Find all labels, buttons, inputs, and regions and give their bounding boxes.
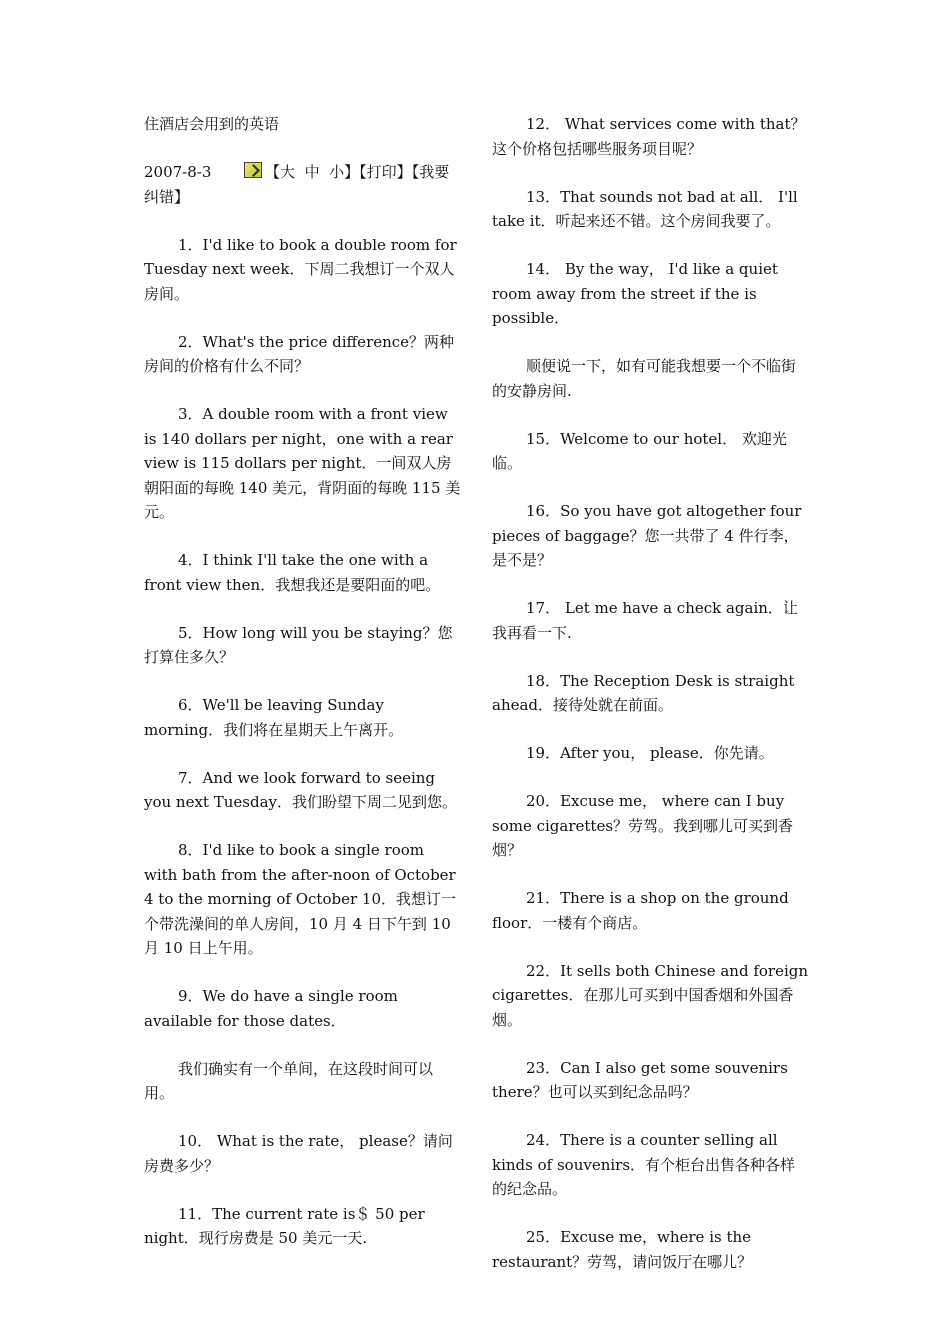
phrase-paragraph: 我们确实有一个单间，在这段时间可以用。 (144, 1059, 434, 1102)
phrase-paragraph: 顺便说一下，如有可能我想要一个不临街的安静房间. (492, 357, 797, 400)
phrase-paragraph: 4．I think I'll take the one with a front view then．我想我还是要阳面的吧。 (144, 551, 441, 594)
font-size-bracket-open: 【 (265, 163, 281, 181)
font-size-small-link[interactable]: 小 (329, 163, 345, 181)
phrase-paragraph: 20．Excuse me， where can I buy some cigarettes？劳驾。我到哪儿可买到香烟？ (492, 792, 794, 859)
article-date: 2007-8-3 (144, 163, 212, 181)
phrase-paragraph: 22．It sells both Chinese and foreign cigarettes．在那儿可买到中国香烟和外国香烟。 (492, 961, 809, 1029)
arrow-icon (244, 162, 262, 178)
font-size-medium-link[interactable]: 中 (304, 163, 320, 181)
phrase-paragraph: 23．Can I also get some souvenirs there？也可以买到纪念品吗？ (492, 1058, 788, 1101)
phrase-paragraph: 9．We do have a single room available for those dates． (144, 987, 398, 1030)
phrase-paragraph: 10． What is the rate， please？请问房费多少？ (144, 1132, 453, 1175)
phrase-paragraph: 13．That sounds not bad at all． I'll take it．听起来还不错。这个房间我要了。 (492, 187, 798, 230)
article-title: 住酒店会用到的英语 (144, 115, 280, 133)
article-meta (144, 160, 462, 209)
phrase-paragraph: 6．We'll be leaving Sunday morning．我们将在星期天上午离开。 (144, 696, 404, 739)
font-size-bracket-close: 】 (344, 163, 360, 181)
phrase-paragraph: 8．I'd like to book a single room with bath from the after-noon of October 4 to the morning of October 10．我想订一个带洗澡间的单人房间，10 月 4 日下午到 10 月 10 日上午用。 (144, 841, 456, 957)
right-column (492, 112, 810, 1298)
font-size-large-link[interactable]: 大 (280, 163, 296, 181)
phrase-paragraph: 3．A double room with a front view is 140 dollars per night，one with a rear view is 115 dollars per night．一间双人房朝阳面的每晚 140 美元，背阴面的每晚 115 美元。 (144, 405, 461, 521)
phrase-paragraph: 18．The Reception Desk is straight ahead．接待处就在前面。 (492, 671, 795, 714)
phrase-paragraph: 7．And we look forward to seeing you next Tuesday．我们盼望下周二见到您。 (144, 768, 457, 811)
phrase-paragraph: 21．There is a shop on the ground floor．一楼有个商店。 (492, 889, 789, 932)
phrase-paragraph: 1．I'd like to book a double room for Tuesday next week．下周二我想订一个双人房间。 (144, 235, 457, 303)
report-error-link[interactable]: 【我要纠错】 (144, 163, 450, 206)
phrase-paragraph: 11．The current rate is＄ 50 per night．现行房费是 50 美元一天. (144, 1204, 425, 1247)
phrase-paragraph: 14． By the way， I'd like a quiet room away from the street if the is possible． (492, 260, 778, 327)
phrase-paragraph: 19．After you， please．你先请。 (526, 744, 774, 762)
phrase-paragraph: 12． What services come with that？这个价格包括哪些服务项目呢？ (492, 115, 806, 158)
phrase-paragraph: 17． Let me have a check again．让我再看一下. (492, 599, 798, 642)
left-column (144, 112, 462, 1274)
phrase-paragraph: 2．What's the price difference？两种房间的价格有什么不同？ (144, 332, 455, 375)
phrase-paragraph: 25．Excuse me，where is the restaurant？劳驾，请问饭厅在哪儿？ (492, 1228, 753, 1271)
phrase-paragraph: 5．How long will you be staying？您打算住多久？ (144, 623, 453, 666)
phrase-paragraph: 24．There is a counter selling all kinds of souvenirs．有个柜台出售各种各样的纪念品。 (492, 1131, 796, 1198)
print-link[interactable]: 【打印】 (359, 163, 412, 181)
phrase-paragraph: 16．So you have got altogether four pieces of baggage？您一共带了 4 件行李，是不是？ (492, 502, 802, 569)
phrase-paragraph: 15．Welcome to our hotel． 欢迎光临。 (492, 429, 787, 472)
